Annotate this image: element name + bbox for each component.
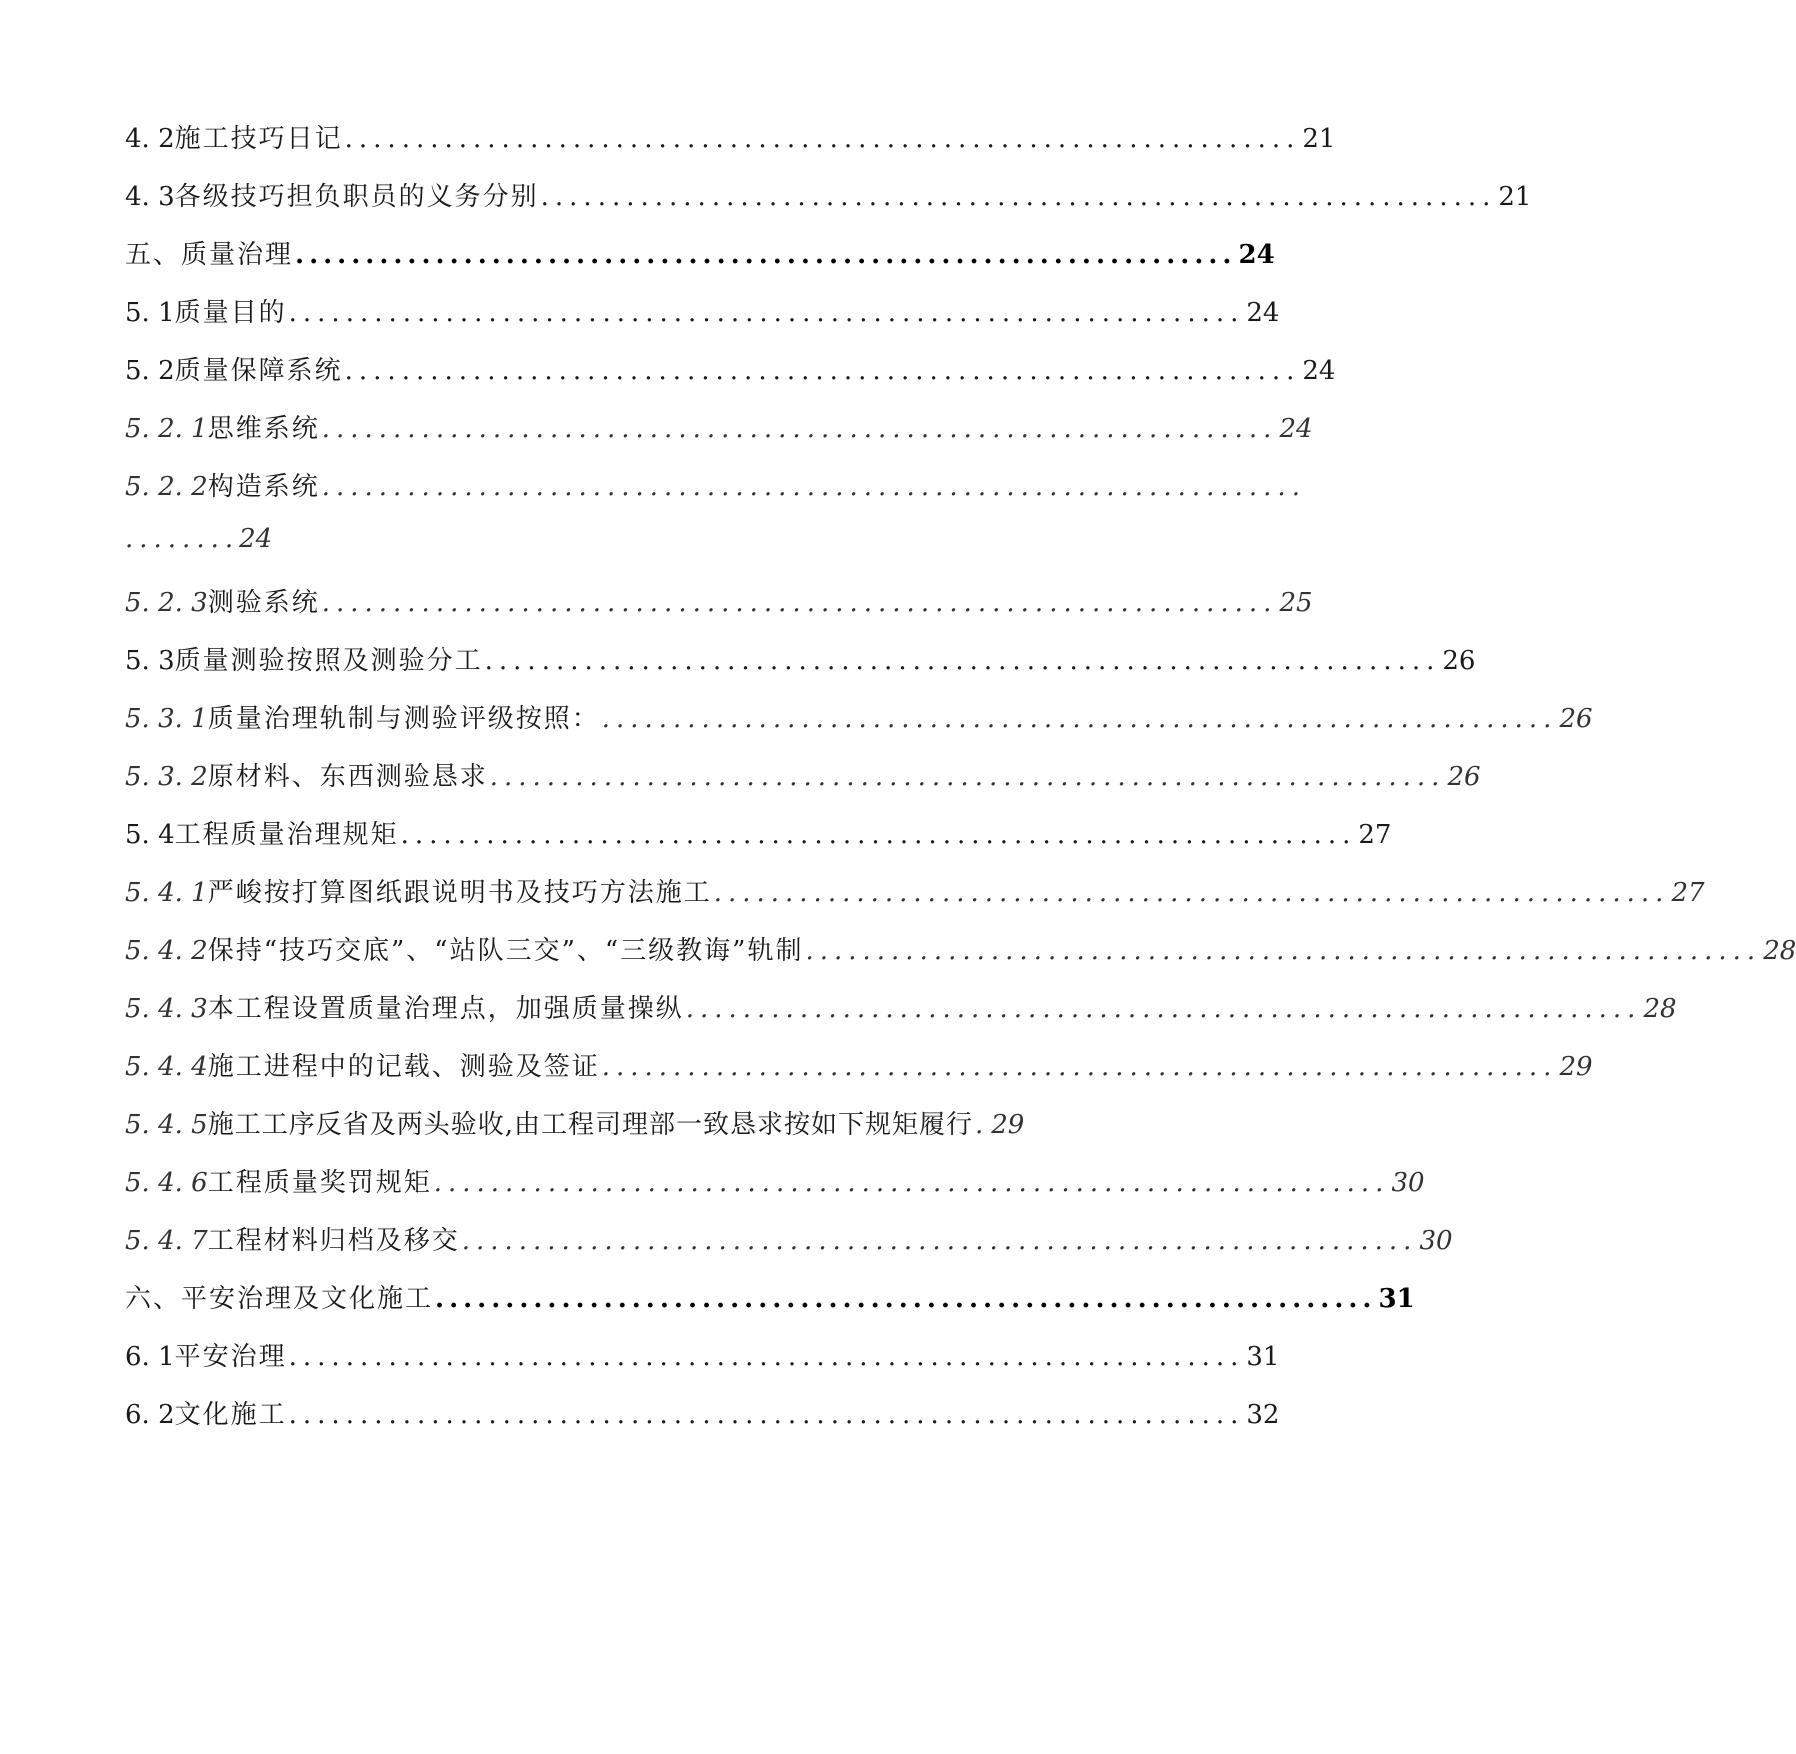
toc-leader-dots: ................................................................... <box>288 298 1245 328</box>
toc-leader-dots: ................................................................... <box>321 414 1278 444</box>
toc-leader-dots: ................................................................... <box>540 182 1497 212</box>
toc-leader-dots: ................................................................... <box>288 1342 1245 1372</box>
toc-entry-number: 5. 3. 1 <box>125 704 208 734</box>
toc-leader-dots: ..................................................................... <box>321 472 1306 502</box>
toc-entry-title: 五、质量治理 <box>125 240 294 270</box>
toc-leader-dots: ................................................................... <box>489 762 1446 792</box>
toc-entry-title: 保持“技巧交底”、“站队三交”、“三级教诲”轨制 <box>207 936 804 966</box>
toc-entry-title: 构造系统 <box>207 472 320 502</box>
toc-entry[interactable] <box>125 698 1593 738</box>
toc-entry-number: 5. 2. 1 <box>125 414 208 444</box>
toc-entry-chapter[interactable] <box>125 1278 1415 1318</box>
toc-entry[interactable] <box>125 988 1677 1028</box>
toc-page-number: 28 <box>1763 936 1796 966</box>
toc-page-number: 24 <box>1246 298 1280 328</box>
toc-entry-title: 施工工序反省及两头验收,由工程司理部一致恳求按如下规矩履行 <box>207 1110 973 1140</box>
toc-page-number: 30 <box>1391 1168 1425 1198</box>
toc-page-number: 25 <box>1279 588 1313 618</box>
toc-entry-title: 质量目的 <box>174 298 287 328</box>
toc-entry-number: 5. 4. 2 <box>125 936 208 966</box>
toc-entry-continuation <box>125 524 272 554</box>
toc-entry[interactable] <box>125 1162 1425 1202</box>
toc-entry-number: 5. 4. 3 <box>125 994 208 1024</box>
toc-leader-dots: ................................................................... <box>344 356 1301 386</box>
toc-entry-number: 6. 2 <box>125 1400 175 1430</box>
toc-leader-dots: ................................................................... <box>805 936 1762 966</box>
toc-entry-title: 测验系统 <box>207 588 320 618</box>
toc-entry-number: 4. 2 <box>125 124 175 154</box>
toc-page-number: 28 <box>1643 994 1677 1024</box>
toc-leader-dots: ................................................................... <box>713 878 1670 908</box>
toc-entry[interactable] <box>125 756 1481 796</box>
toc-entry-title: 质量治理轨制与测验评级按照： <box>207 704 600 734</box>
toc-entry-number: 5. 1 <box>125 298 175 328</box>
toc-entry[interactable] <box>125 466 1306 506</box>
toc-page-number: 24 <box>1302 356 1336 386</box>
toc-entry-title: 六、平安治理及文化施工 <box>125 1284 434 1314</box>
toc-page-number: 26 <box>1447 762 1481 792</box>
toc-entry-number: 5. 3. 2 <box>125 762 208 792</box>
toc-page-number: 21 <box>1302 124 1336 154</box>
toc-entry[interactable] <box>125 292 1280 332</box>
toc-entry-title: 施工进程中的记载、测验及签证 <box>207 1052 600 1082</box>
toc-entry[interactable] <box>125 872 1705 912</box>
toc-entry-chapter[interactable] <box>125 234 1275 274</box>
toc-entry[interactable] <box>125 582 1313 622</box>
toc-page-number: 26 <box>1559 704 1593 734</box>
toc-leader-dots: ................................................................... <box>435 1284 1377 1314</box>
toc-entry-title: 文化施工 <box>174 1400 287 1430</box>
toc-entry[interactable] <box>125 1046 1593 1086</box>
toc-entry-title: 工程材料归档及移交 <box>207 1226 460 1256</box>
toc-entry-title: 思维系统 <box>207 414 320 444</box>
toc-leader-dots: ........ <box>125 524 240 554</box>
toc-entry-title: 工程质量奖罚规矩 <box>207 1168 432 1198</box>
toc-entry-title: 施工技巧日记 <box>174 124 343 154</box>
toc-page-number: 24 <box>239 524 273 554</box>
toc-entry-number: 5. 2. 3 <box>125 588 208 618</box>
toc-entry[interactable] <box>125 350 1336 390</box>
toc-entry[interactable] <box>125 408 1313 448</box>
toc-page-number: 30 <box>1419 1226 1453 1256</box>
toc-page-number: 24 <box>1238 240 1275 270</box>
toc-leader-dots: ................................................................... <box>685 994 1642 1024</box>
toc-entry[interactable] <box>125 1336 1280 1376</box>
toc-entry-number: 5. 4. 7 <box>125 1226 208 1256</box>
toc-entry[interactable] <box>125 814 1392 854</box>
toc-entry-number: 4. 3 <box>125 182 175 212</box>
toc-entry-number: 5. 3 <box>125 646 175 676</box>
toc-entry-title: 工程质量治理规矩 <box>174 820 399 850</box>
toc-entry[interactable] <box>125 1104 1105 1144</box>
toc-entry-title: 严峻按打算图纸跟说明书及技巧方法施工 <box>207 878 712 908</box>
toc-entry-title: 平安治理 <box>174 1342 287 1372</box>
toc-leader-dots: ................................................................... <box>321 588 1278 618</box>
toc-entry-number: 5. 4 <box>125 820 175 850</box>
toc-entry-number: 5. 2 <box>125 356 175 386</box>
toc-entry-number: 5. 2. 2 <box>125 472 208 502</box>
toc-entry-number: 5. 4. 6 <box>125 1168 208 1198</box>
toc-leader-dots: ................................................................... <box>461 1226 1418 1256</box>
toc-page-number: 26 <box>1442 646 1476 676</box>
toc-entry-title: 原材料、东西测验恳求 <box>207 762 488 792</box>
toc-page-number: 29 <box>1559 1052 1593 1082</box>
toc-leader-dots: ................................................................... <box>288 1400 1245 1430</box>
toc-entry-number: 5. 4. 5 <box>125 1110 208 1140</box>
toc-page-number: 32 <box>1246 1400 1280 1430</box>
toc-entry-number: 5. 4. 4 <box>125 1052 208 1082</box>
toc-page-number: 31 <box>1378 1284 1415 1314</box>
toc-entry[interactable] <box>125 1394 1280 1434</box>
toc-page-number: 24 <box>1279 414 1313 444</box>
toc-entry-number: 5. 4. 1 <box>125 878 208 908</box>
toc-page-number: 31 <box>1246 1342 1280 1372</box>
toc-leader-dots: ................................................................... <box>601 704 1558 734</box>
toc-leader-dots: . <box>974 1110 990 1140</box>
toc-leader-dots: ................................................................... <box>601 1052 1558 1082</box>
toc-page-number: 29 <box>991 1110 1025 1140</box>
toc-entry-title: 质量保障系统 <box>174 356 343 386</box>
toc-entry[interactable] <box>125 176 1532 216</box>
toc-leader-dots: ................................................................... <box>344 124 1301 154</box>
toc-entry[interactable] <box>125 930 1796 970</box>
toc-leader-dots: ................................................................... <box>295 240 1237 270</box>
toc-entry-title: 质量测验按照及测验分工 <box>174 646 483 676</box>
toc-entry-title: 本工程设置质量治理点，加强质量操纵 <box>207 994 684 1024</box>
toc-entry-number: 6. 1 <box>125 1342 175 1372</box>
toc-entry[interactable] <box>125 640 1476 680</box>
toc-leader-dots: ................................................................... <box>484 646 1441 676</box>
toc-entry-title: 各级技巧担负职员的义务分别 <box>174 182 539 212</box>
toc-leader-dots: ................................................................... <box>433 1168 1390 1198</box>
toc-entry[interactable] <box>125 118 1336 158</box>
toc-page-number: 27 <box>1671 878 1705 908</box>
toc-page-number: 21 <box>1498 182 1532 212</box>
toc-page-number: 27 <box>1358 820 1392 850</box>
toc-entry[interactable] <box>125 1220 1453 1260</box>
toc-leader-dots: ................................................................... <box>400 820 1357 850</box>
